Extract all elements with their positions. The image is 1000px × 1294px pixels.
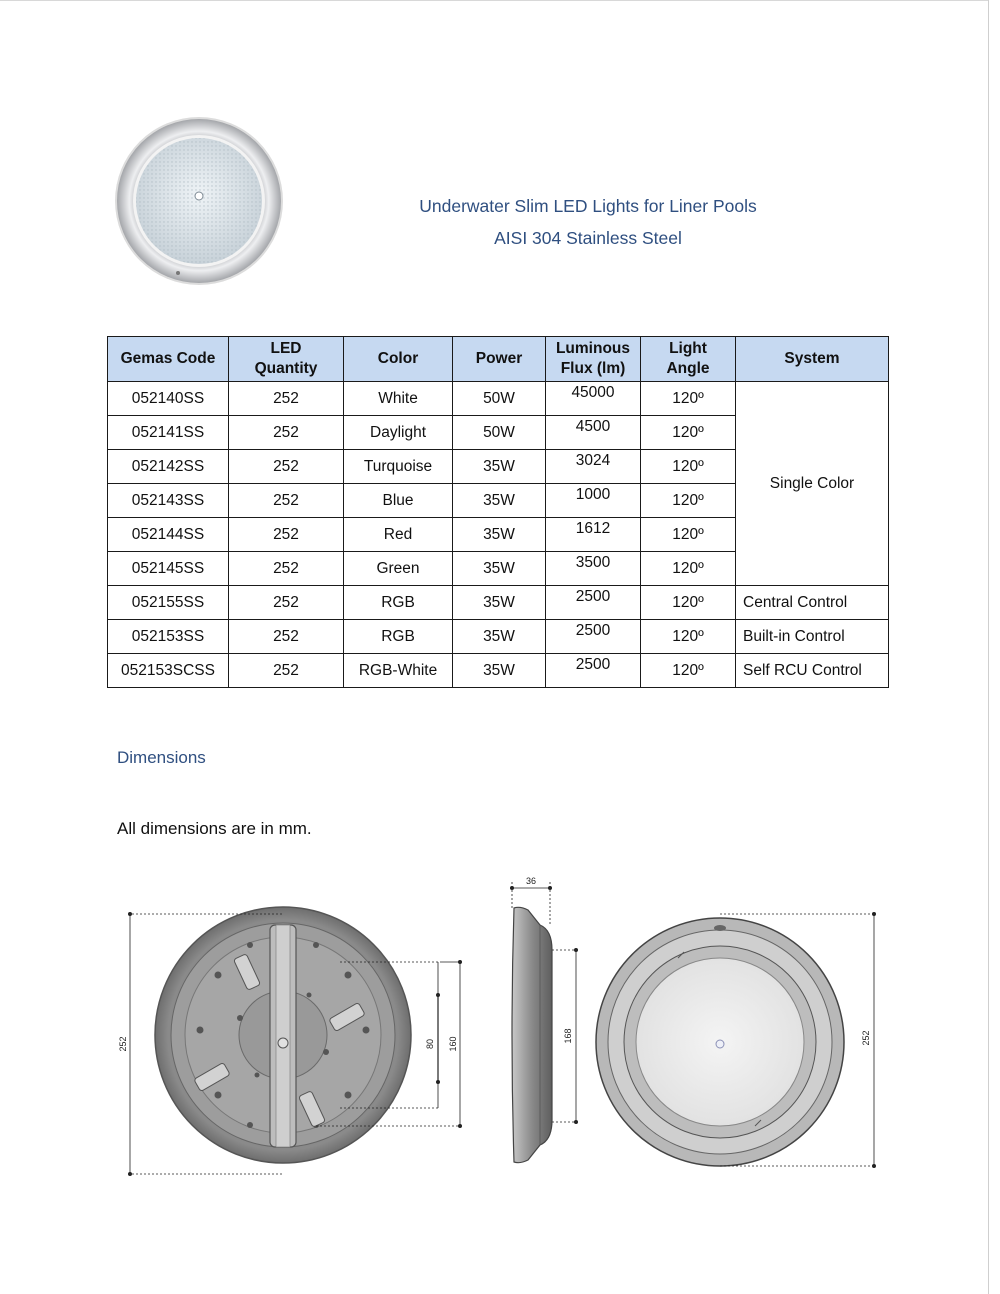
front-view bbox=[596, 912, 876, 1168]
header-flux-line2: Flux (lm) bbox=[560, 360, 626, 377]
table-header-row bbox=[108, 337, 889, 382]
cell-color: Turquoise bbox=[344, 450, 453, 484]
cell-color: Blue bbox=[344, 484, 453, 518]
cell-system: Central Control bbox=[736, 586, 889, 620]
dimensions-note: All dimensions are in mm. bbox=[117, 819, 312, 838]
product-photo bbox=[114, 116, 284, 286]
cell-angle: 120º bbox=[641, 586, 736, 620]
header-flux bbox=[546, 337, 641, 382]
title-line-2: AISI 304 Stainless Steel bbox=[494, 228, 682, 248]
cell-code: 052143SS bbox=[108, 484, 229, 518]
cell-flux: 2500 bbox=[546, 654, 641, 688]
spec-table bbox=[107, 336, 889, 688]
cell-system-single: Single Color bbox=[736, 382, 889, 586]
header-led-line2: Quantity bbox=[254, 360, 318, 377]
header-system: System bbox=[736, 337, 889, 382]
title-line-1: Underwater Slim LED Lights for Liner Pools bbox=[419, 196, 757, 216]
cell-flux: 2500 bbox=[546, 620, 641, 654]
back-view bbox=[118, 907, 462, 1176]
cell-angle: 120º bbox=[641, 484, 736, 518]
cell-system: Built-in Control bbox=[736, 620, 889, 654]
cell-led: 252 bbox=[229, 552, 344, 586]
cell-code: 052153SS bbox=[108, 620, 229, 654]
cell-color: White bbox=[344, 382, 453, 416]
header-angle-line2: Angle bbox=[666, 360, 710, 377]
side-view bbox=[510, 876, 578, 1163]
header-led-line1: LED bbox=[270, 340, 302, 357]
cell-color: Daylight bbox=[344, 416, 453, 450]
cell-led: 252 bbox=[229, 654, 344, 688]
cell-power: 35W bbox=[453, 552, 546, 586]
table-row bbox=[108, 586, 889, 620]
cell-led: 252 bbox=[229, 450, 344, 484]
header-power: Power bbox=[453, 337, 546, 382]
cell-led: 252 bbox=[229, 586, 344, 620]
side-depth-label: 36 bbox=[525, 876, 537, 886]
dimension-drawings bbox=[100, 870, 900, 1190]
cell-system: Self RCU Control bbox=[736, 654, 889, 688]
table-row bbox=[108, 382, 889, 416]
cell-code: 052142SS bbox=[108, 450, 229, 484]
cell-power: 35W bbox=[453, 586, 546, 620]
back-inner-160-label: 160 bbox=[448, 1036, 458, 1052]
cell-flux: 2500 bbox=[546, 586, 641, 620]
cell-angle: 120º bbox=[641, 552, 736, 586]
cell-power: 35W bbox=[453, 450, 546, 484]
header-code: Gemas Code bbox=[108, 337, 229, 382]
header-color: Color bbox=[344, 337, 453, 382]
cell-power: 35W bbox=[453, 620, 546, 654]
document-title bbox=[388, 190, 788, 254]
cell-code: 052140SS bbox=[108, 382, 229, 416]
side-height-label: 168 bbox=[563, 1028, 573, 1044]
cell-color: RGB bbox=[344, 620, 453, 654]
cell-angle: 120º bbox=[641, 654, 736, 688]
cell-angle: 120º bbox=[641, 416, 736, 450]
cell-code: 052145SS bbox=[108, 552, 229, 586]
cell-angle: 120º bbox=[641, 382, 736, 416]
cell-flux: 3024 bbox=[546, 450, 641, 484]
front-diameter-label: 252 bbox=[861, 1030, 871, 1046]
cell-code: 052141SS bbox=[108, 416, 229, 450]
cell-code: 052144SS bbox=[108, 518, 229, 552]
cell-led: 252 bbox=[229, 382, 344, 416]
cell-led: 252 bbox=[229, 484, 344, 518]
cell-power: 35W bbox=[453, 484, 546, 518]
cell-power: 50W bbox=[453, 416, 546, 450]
cell-color: RGB bbox=[344, 586, 453, 620]
cell-angle: 120º bbox=[641, 620, 736, 654]
cell-led: 252 bbox=[229, 416, 344, 450]
header-angle bbox=[641, 337, 736, 382]
cell-color: RGB-White bbox=[344, 654, 453, 688]
dimensions-heading: Dimensions bbox=[117, 748, 206, 767]
header-flux-line1: Luminous bbox=[555, 340, 631, 357]
cell-flux: 45000 bbox=[546, 382, 641, 416]
cell-color: Green bbox=[344, 552, 453, 586]
cell-flux: 3500 bbox=[546, 552, 641, 586]
cell-angle: 120º bbox=[641, 518, 736, 552]
cell-led: 252 bbox=[229, 620, 344, 654]
cell-power: 50W bbox=[453, 382, 546, 416]
cell-power: 35W bbox=[453, 518, 546, 552]
cell-led: 252 bbox=[229, 518, 344, 552]
back-diameter-label: 252 bbox=[118, 1036, 128, 1052]
cell-flux: 1612 bbox=[546, 518, 641, 552]
table-row bbox=[108, 654, 889, 688]
cell-code: 052155SS bbox=[108, 586, 229, 620]
cell-color: Red bbox=[344, 518, 453, 552]
cell-code: 052153SCSS bbox=[108, 654, 229, 688]
table-row bbox=[108, 620, 889, 654]
cell-flux: 1000 bbox=[546, 484, 641, 518]
back-inner-80-label: 80 bbox=[425, 1038, 435, 1050]
cell-flux: 4500 bbox=[546, 416, 641, 450]
header-angle-line1: Light bbox=[669, 340, 707, 357]
cell-angle: 120º bbox=[641, 450, 736, 484]
header-led bbox=[229, 337, 344, 382]
cell-power: 35W bbox=[453, 654, 546, 688]
